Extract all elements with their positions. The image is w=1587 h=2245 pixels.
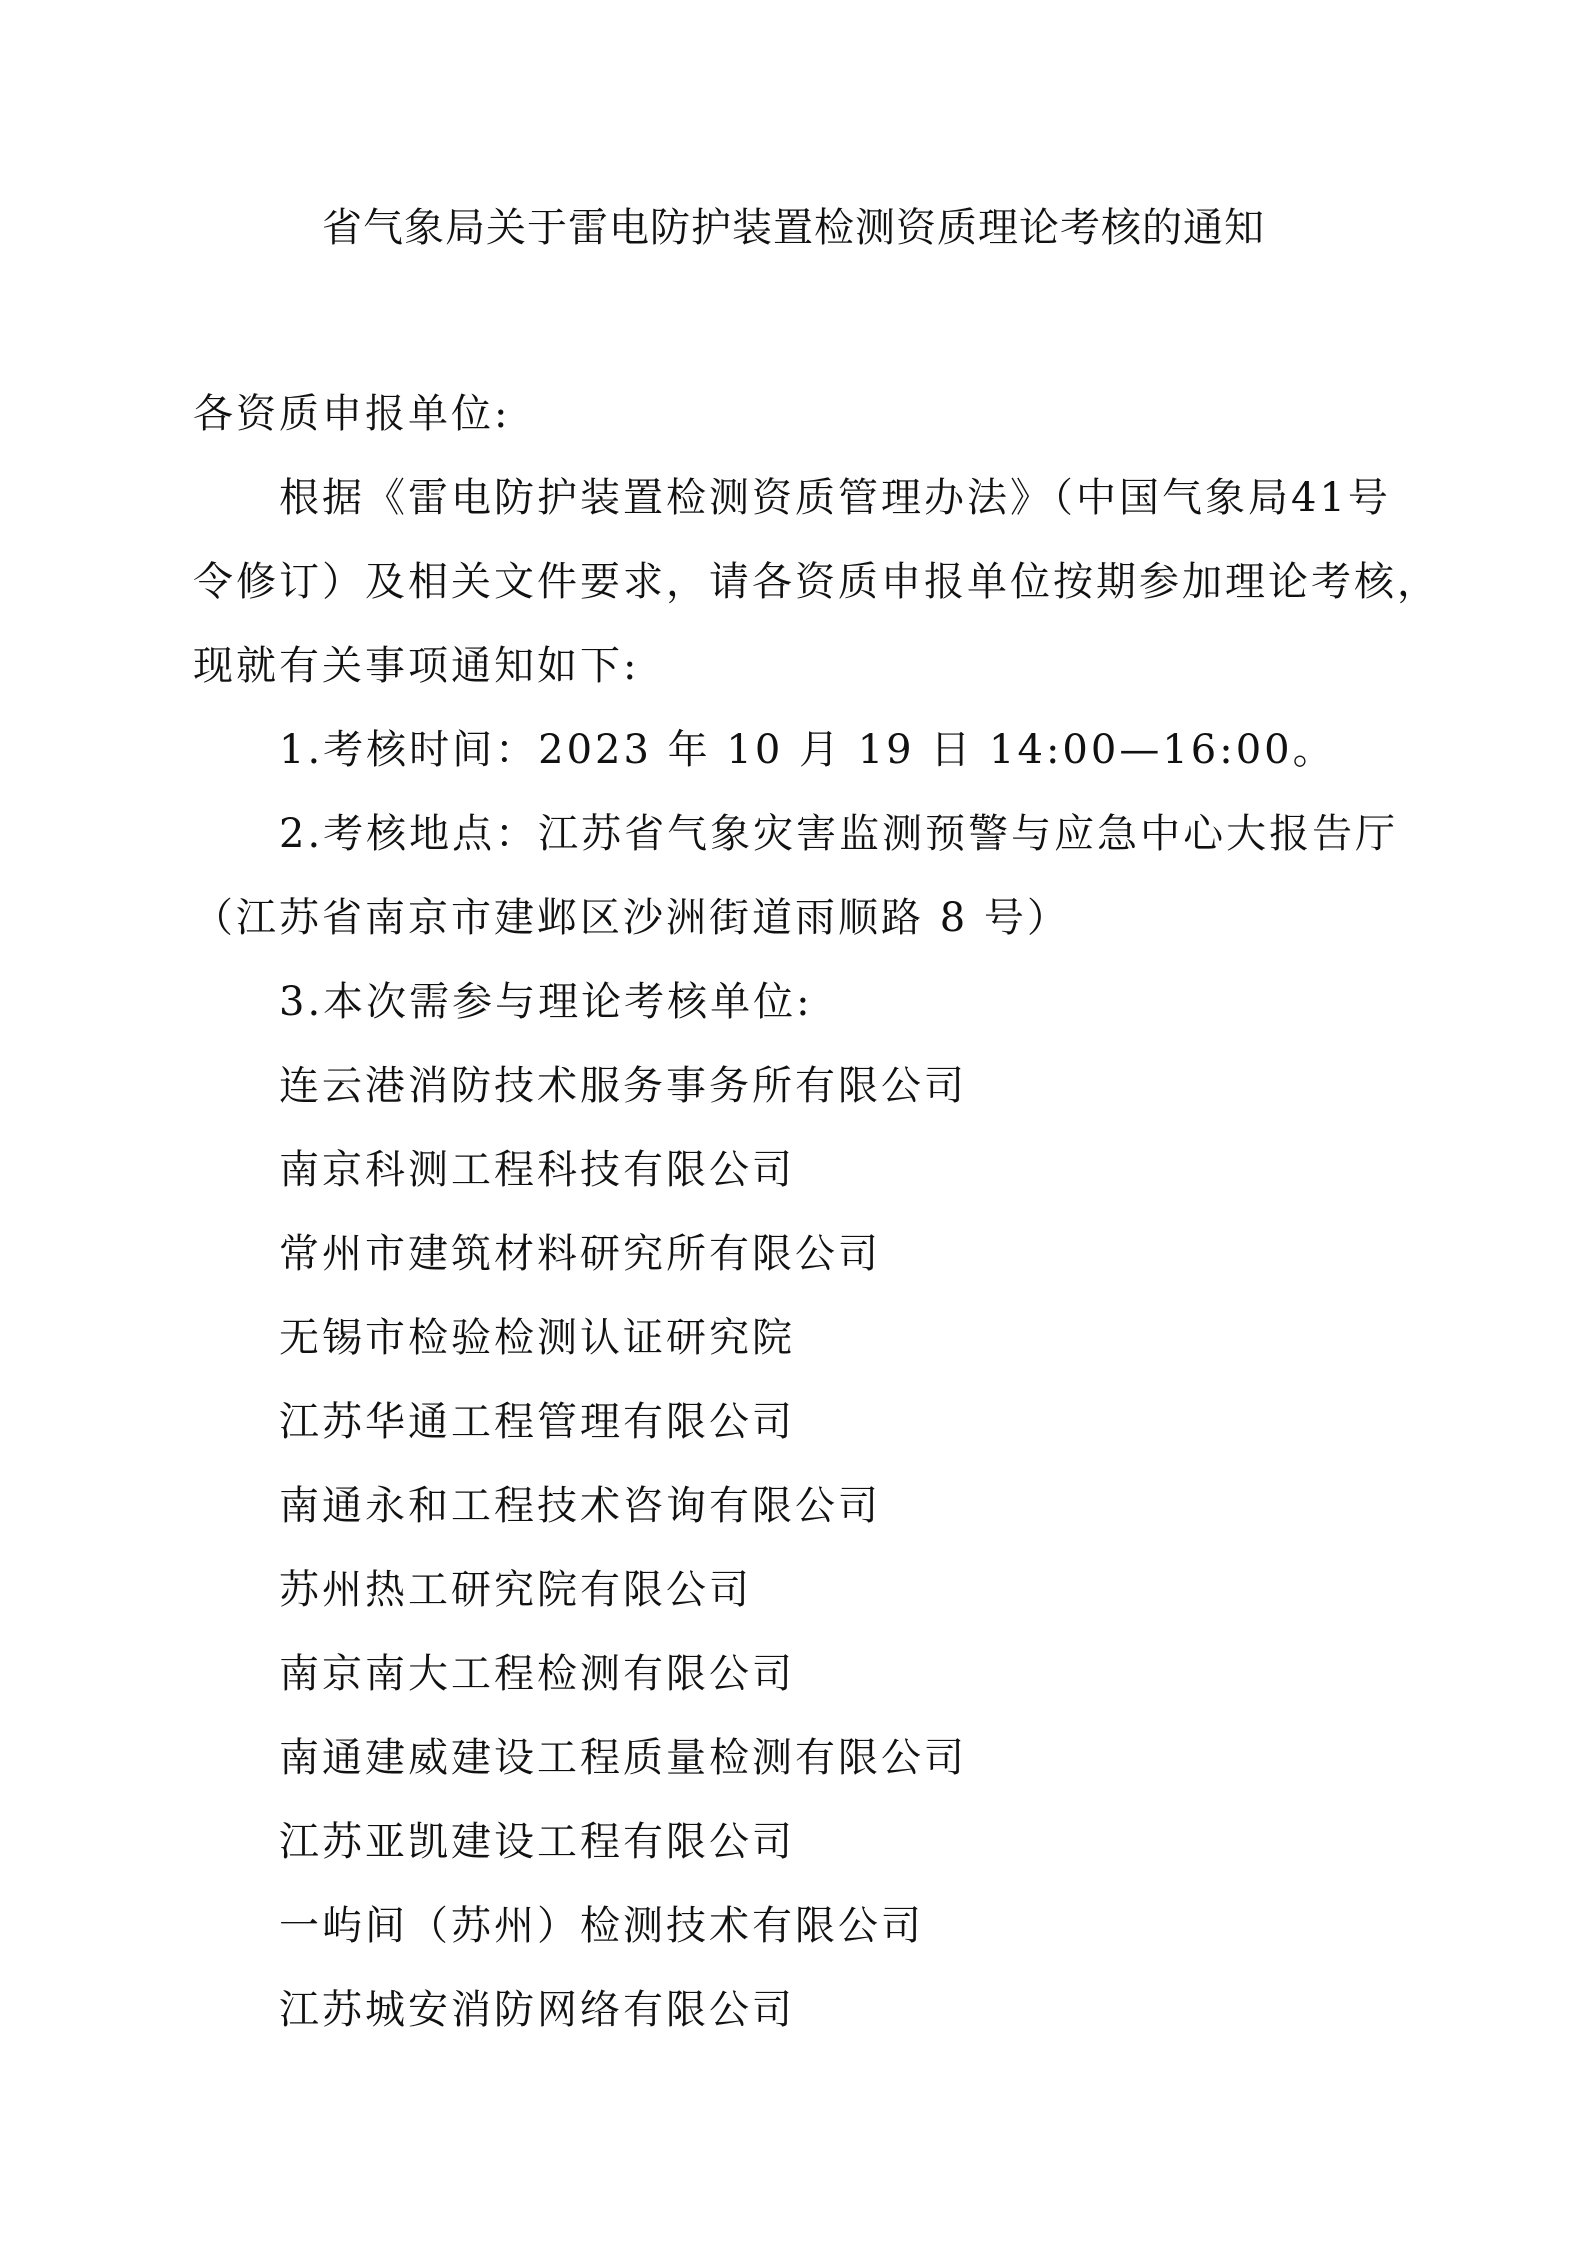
unit-list-item: 江苏城安消防网络有限公司 xyxy=(279,1987,795,2033)
unit-list-item: 无锡市检验检测认证研究院 xyxy=(279,1315,795,1361)
unit-list-item: 苏州热工研究院有限公司 xyxy=(279,1567,752,1613)
intro-line-1: 根据《雷电防护装置检测资质管理办法》（中国气象局41号 xyxy=(279,475,1391,521)
salutation: 各资质申报单位: xyxy=(193,391,511,437)
unit-list-item: 南通建威建设工程质量检测有限公司 xyxy=(279,1735,967,1781)
unit-list-item: 江苏亚凯建设工程有限公司 xyxy=(279,1819,795,1865)
document-title: 省气象局关于雷电防护装置检测资质理论考核的通知 xyxy=(322,205,1265,251)
intro-line-3: 现就有关事项通知如下: xyxy=(193,643,640,689)
unit-list-item: 南京南大工程检测有限公司 xyxy=(279,1651,795,1697)
unit-list-item: 江苏华通工程管理有限公司 xyxy=(279,1399,795,1445)
intro-line-2: 令修订）及相关文件要求，请各资质申报单位按期参加理论考核， xyxy=(193,559,1440,605)
item-participating-units: 3.本次需参与理论考核单位: xyxy=(279,979,813,1025)
unit-list-item: 常州市建筑材料研究所有限公司 xyxy=(279,1231,881,1277)
item-exam-address: （江苏省南京市建邺区沙洲街道雨顺路 8 号） xyxy=(193,895,1070,941)
unit-list-item: 连云港消防技术服务事务所有限公司 xyxy=(279,1063,967,1109)
item-exam-time: 1.考核时间：2023 年 10 月 19 日 14:00—16:00。 xyxy=(279,727,1336,773)
item-exam-location: 2.考核地点：江苏省气象灾害监测预警与应急中心大报告厅 xyxy=(279,811,1399,857)
document-body xyxy=(193,372,1440,2052)
unit-list-item: 一屿间（苏州）检测技术有限公司 xyxy=(279,1903,924,1949)
unit-list xyxy=(193,1044,1403,2052)
unit-list-item: 南京科测工程科技有限公司 xyxy=(279,1147,795,1193)
unit-list-item: 南通永和工程技术咨询有限公司 xyxy=(279,1483,881,1529)
